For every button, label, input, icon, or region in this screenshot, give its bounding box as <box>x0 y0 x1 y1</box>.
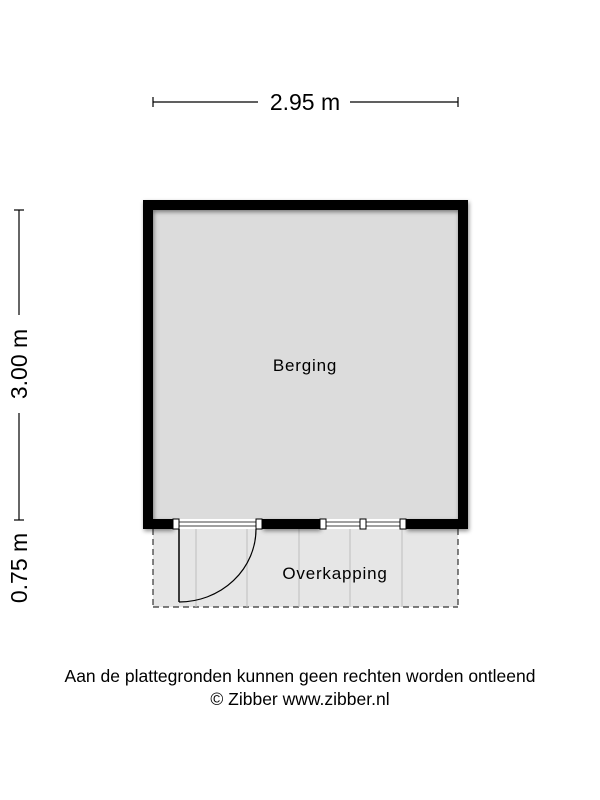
porch-depth-label: 0.75 m <box>6 532 32 604</box>
porch-label: Overkapping <box>282 564 388 583</box>
height-label: 3.00 m <box>6 328 32 400</box>
width-dimension <box>153 89 458 115</box>
room-label: Berging <box>272 356 338 375</box>
height-dimension <box>6 210 32 520</box>
width-label: 2.95 m <box>269 89 341 115</box>
storage-room <box>143 200 468 529</box>
porch-area <box>153 529 458 607</box>
porch-depth-dimension <box>6 533 32 603</box>
copyright-text: © Zibber www.zibber.nl <box>210 689 390 709</box>
disclaimer-text: Aan de plattegronden kunnen geen rechten worden ontleend <box>64 666 536 686</box>
window <box>320 519 406 529</box>
